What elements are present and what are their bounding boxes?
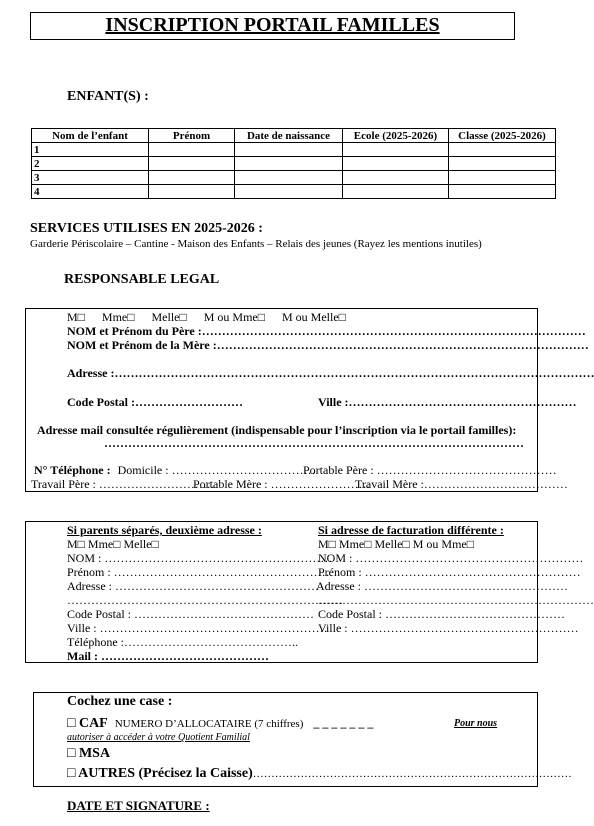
autres-field[interactable]: …………………………………………………………………………… bbox=[252, 768, 572, 780]
row-number: 4 bbox=[32, 185, 149, 199]
col-date-naissance: Date de naissance bbox=[235, 129, 343, 143]
table-row[interactable] bbox=[32, 171, 556, 185]
portable-mere-field[interactable]: Portable Mère : ……………………. bbox=[193, 477, 370, 491]
cell[interactable] bbox=[449, 185, 556, 199]
portable-pere-field[interactable]: Portable Père : ……………………………………… bbox=[303, 463, 557, 477]
services-list: Garderie Périscolaire – Cantine - Maison des Enfants – Relais des jeunes (Rayez les mentions inutiles) bbox=[30, 238, 482, 250]
billing-prenom[interactable]: Prénom : ……………………………………………… bbox=[318, 565, 581, 579]
table-row[interactable] bbox=[32, 157, 556, 171]
cell[interactable] bbox=[449, 171, 556, 185]
autres-checkbox[interactable]: □ AUTRES (Précisez la Caisse) bbox=[67, 766, 253, 781]
billing-heading: Si adresse de facturation différente : bbox=[318, 523, 504, 537]
telephone-label: N° Téléphone : bbox=[34, 463, 111, 477]
civilite-options[interactable] bbox=[67, 310, 346, 325]
civ-melle[interactable]: Melle□ bbox=[151, 310, 187, 324]
separated-heading: Si parents séparés, deuxième adresse : bbox=[67, 523, 262, 537]
separated-adresse-line2[interactable]: …………………………………………………………… bbox=[67, 593, 343, 607]
cell[interactable] bbox=[343, 143, 449, 157]
caf-numero-label: NUMERO D’ALLOCATAIRE (7 chiffres) bbox=[114, 718, 304, 730]
row-number: 2 bbox=[32, 157, 149, 171]
cell[interactable] bbox=[235, 157, 343, 171]
cell[interactable] bbox=[449, 143, 556, 157]
billing-nom[interactable]: NOM : ………………………………………………… bbox=[318, 551, 584, 565]
billing-code-postal[interactable]: Code Postal : ……………………………………… bbox=[318, 607, 566, 621]
nom-mere-field[interactable]: NOM et Prénom de la Mère :………………………………………………………………………………… bbox=[67, 338, 589, 352]
enfants-table-header bbox=[32, 129, 556, 143]
separated-telephone[interactable]: Téléphone :…………………………………….. bbox=[67, 635, 298, 649]
separated-civilite[interactable]: M□ Mme□ Melle□ bbox=[67, 537, 159, 551]
billing-civilite[interactable]: M□ Mme□ Melle□ M ou Mme□ bbox=[318, 537, 474, 551]
billing-adresse-line2[interactable]: …………………………………………………………… bbox=[318, 593, 594, 607]
cell[interactable] bbox=[149, 157, 235, 171]
travail-pere-field[interactable]: Travail Père : ………………………… bbox=[31, 477, 219, 491]
code-postal-field[interactable]: Code Postal :……………………… bbox=[67, 395, 243, 409]
separated-code-postal[interactable]: Code Postal : ……………………………………… bbox=[67, 607, 315, 621]
adresse-field[interactable]: Adresse :………………………………………………………………………………………………………… bbox=[67, 366, 594, 380]
cell[interactable] bbox=[235, 143, 343, 157]
travail-mere-field[interactable]: Travail Mère :……………………………… bbox=[355, 477, 568, 491]
responsable-heading: RESPONSABLE LEGAL bbox=[64, 272, 220, 287]
enfants-heading: ENFANT(S) : bbox=[67, 89, 149, 104]
row-number: 1 bbox=[32, 143, 149, 157]
cell[interactable] bbox=[235, 171, 343, 185]
cell[interactable] bbox=[343, 171, 449, 185]
cell[interactable] bbox=[235, 185, 343, 199]
billing-ville[interactable]: Ville : ………………………………………………… bbox=[318, 621, 579, 635]
civ-m[interactable]: M□ bbox=[67, 310, 85, 324]
separated-mail[interactable]: Mail : …………………………………… bbox=[67, 649, 269, 663]
enfants-table bbox=[31, 128, 556, 199]
civ-m-ou-melle[interactable]: M ou Melle□ bbox=[282, 310, 346, 324]
separated-ville[interactable]: Ville : ………………………………………………… bbox=[67, 621, 328, 635]
caf-option[interactable] bbox=[67, 714, 373, 732]
separated-prenom[interactable]: Prénom : ……………………………………………… bbox=[67, 565, 330, 579]
signature-label: DATE ET SIGNATURE : bbox=[67, 798, 210, 813]
separated-nom[interactable]: NOM : ………………………………………………… bbox=[67, 551, 333, 565]
mail-label: Adresse mail consultée régulièrement (indispensable pour l’inscription via le portail familles): bbox=[37, 423, 517, 437]
cell[interactable] bbox=[343, 185, 449, 199]
caf-numero-input[interactable]: _ _ _ _ _ _ _ bbox=[313, 716, 374, 730]
col-nom: Nom de l’enfant bbox=[32, 129, 149, 143]
col-prenom: Prénom bbox=[149, 129, 235, 143]
page-title: INSCRIPTION PORTAIL FAMILLES bbox=[105, 14, 440, 36]
autoriser-text: autoriser à accéder à votre Quotient Familial bbox=[67, 732, 250, 743]
services-heading: SERVICES UTILISES EN 2025-2026 : bbox=[30, 221, 263, 236]
domicile-field[interactable]: Domicile : ……………………………… bbox=[117, 463, 316, 477]
cell[interactable] bbox=[149, 171, 235, 185]
msa-option[interactable]: □ MSA bbox=[67, 746, 111, 761]
civ-mme[interactable]: Mme□ bbox=[101, 310, 135, 324]
cell[interactable] bbox=[149, 143, 235, 157]
caisse-heading: Cochez une case : bbox=[67, 694, 173, 709]
table-row[interactable] bbox=[32, 143, 556, 157]
billing-adresse[interactable]: Adresse : …………………………………………… bbox=[316, 579, 568, 593]
cell[interactable] bbox=[149, 185, 235, 199]
col-classe: Classe (2025-2026) bbox=[449, 129, 556, 143]
autres-option[interactable] bbox=[67, 764, 572, 782]
pour-nous-text: Pour nous bbox=[454, 718, 498, 729]
row-number: 3 bbox=[32, 171, 149, 185]
separated-adresse[interactable]: Adresse : …………………………………………… bbox=[67, 579, 319, 593]
civ-m-ou-mme[interactable]: M ou Mme□ bbox=[203, 310, 265, 324]
col-ecole: Ecole (2025-2026) bbox=[343, 129, 449, 143]
caf-checkbox[interactable]: □ CAF bbox=[67, 716, 108, 731]
mail-field[interactable]: …………………………………………………………………………………………… bbox=[104, 436, 524, 450]
table-row[interactable] bbox=[32, 185, 556, 199]
telephone-row bbox=[34, 463, 316, 478]
nom-pere-field[interactable]: NOM et Prénom du Père :…………………………………………………………………………………… bbox=[67, 324, 586, 338]
cell[interactable] bbox=[449, 157, 556, 171]
ville-field[interactable]: Ville :………………………………………………… bbox=[318, 395, 577, 409]
cell[interactable] bbox=[343, 157, 449, 171]
